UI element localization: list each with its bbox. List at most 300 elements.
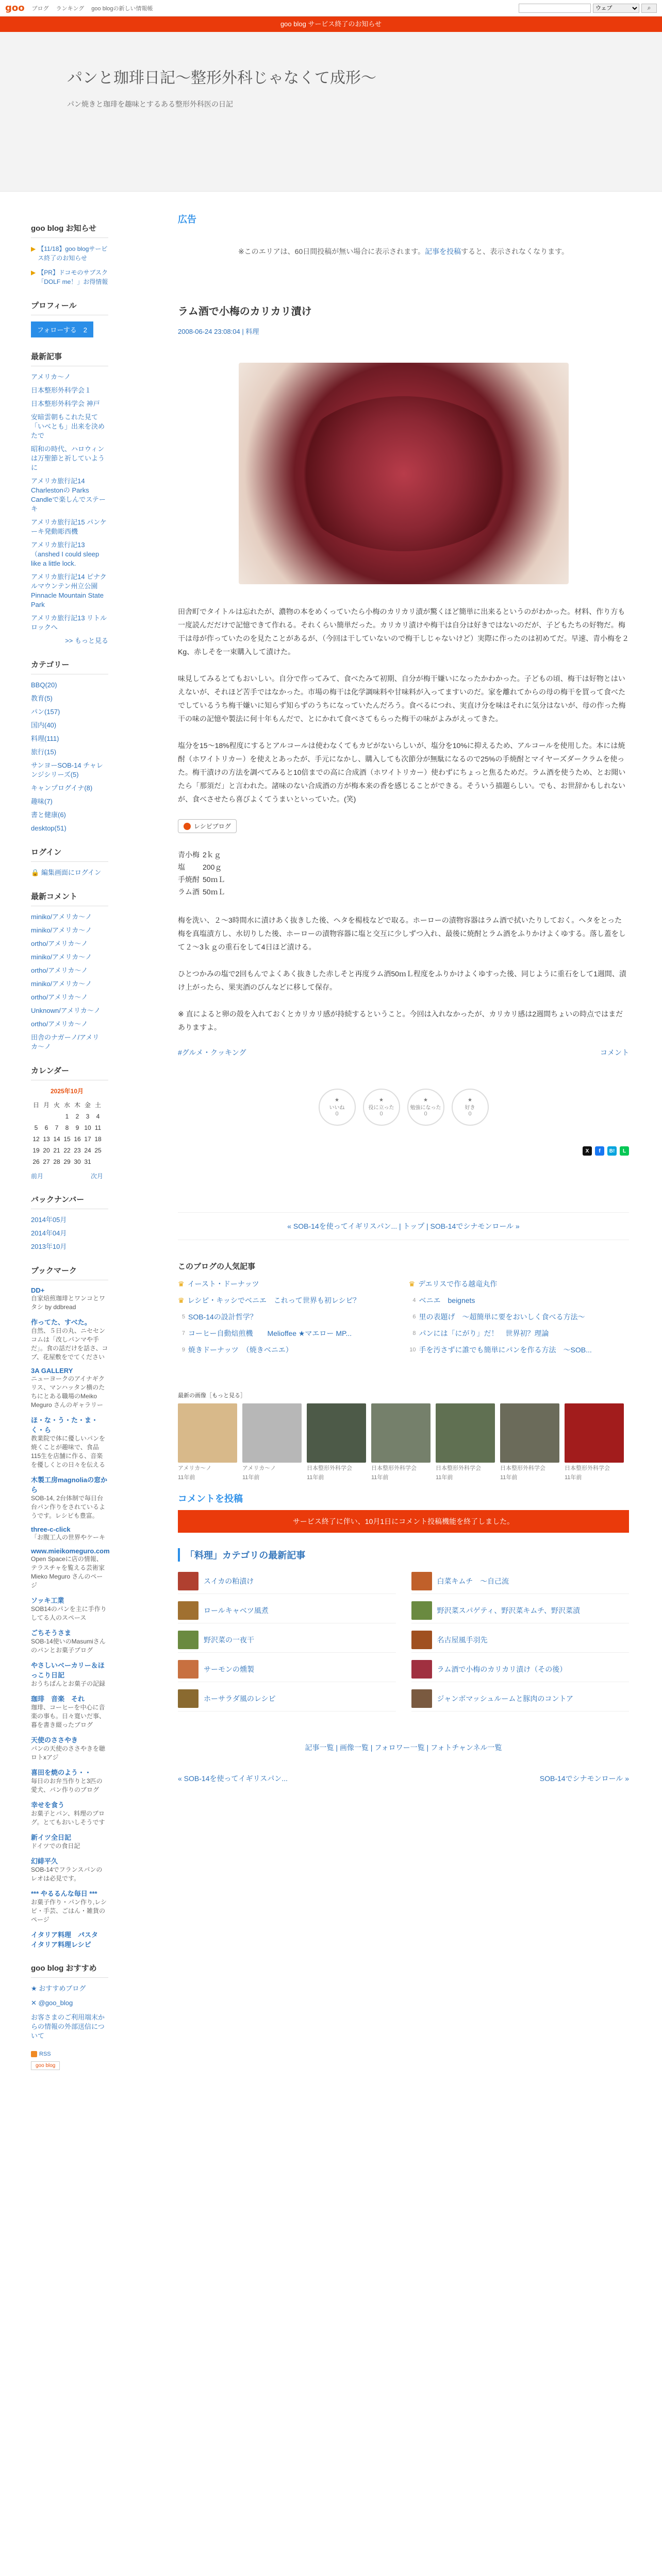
- calendar-day[interactable]: 28: [53, 1158, 60, 1165]
- recent-comment-link[interactable]: miniko/アメリカ〜ノ: [31, 913, 92, 921]
- bookmark-link[interactable]: 天使のささやき: [31, 1736, 78, 1744]
- rss-link[interactable]: RSS: [39, 2051, 51, 2057]
- popular-item[interactable]: [178, 1295, 399, 1306]
- popular-link[interactable]: レシピ・キッシでベニエ これって世界も初レシピ？: [187, 1296, 360, 1304]
- reaction-button[interactable]: [452, 1089, 489, 1126]
- bookmarks-title: ブックマーク: [31, 1265, 108, 1280]
- bookmark-link[interactable]: *** やるるんな毎日 ***: [31, 1890, 97, 1897]
- calendar-day[interactable]: 25: [94, 1147, 102, 1154]
- category-link[interactable]: 旅行(15): [31, 748, 57, 756]
- latest-image-thumb[interactable]: [371, 1403, 431, 1463]
- category-latest-link[interactable]: スイカの粕漬け: [204, 1577, 254, 1585]
- bookmark-link[interactable]: 新イツ全日記: [31, 1834, 72, 1841]
- category-link[interactable]: 教育(5): [31, 694, 53, 702]
- popular-link[interactable]: SOB-14の設計哲学？: [188, 1313, 257, 1321]
- blog-description: パン焼きと珈琲を趣味とするある整形外科医の日記: [67, 100, 233, 108]
- latest-image[interactable]: [500, 1403, 559, 1481]
- rank-number: 10: [409, 1347, 416, 1353]
- latest-image-thumb[interactable]: [565, 1403, 624, 1463]
- calendar-next-link[interactable]: 次月: [90, 1173, 103, 1180]
- entry-steps: 梅を洗い、２〜3時間水に漬けあく抜きした後、ヘタを楊枝などで取る。ホーローの漬物容器はラム酒で拭いたりしておく。ヘタをとった梅を真塩漬方し、水切りした後、ホーローの漬物容器に塩と交互に少しずつ入れ、最後に焼酎とラム酒をふりかけよくゆする。落し蓋をして２〜3ｋｇの重石をして4日ほど漬ける。: [178, 916, 626, 951]
- calendar-day[interactable]: 15: [63, 1136, 71, 1143]
- more-entries-link[interactable]: >> もっと見る: [65, 637, 108, 645]
- latest-image-age: 11年前: [371, 1475, 389, 1481]
- bookmark-description: 自家焙煎珈琲とワンコとワタシ by ddbread: [31, 1295, 106, 1311]
- category-latest-link[interactable]: 白菜キムチ 〜自己流: [437, 1577, 509, 1585]
- goo-blog-badge[interactable]: goo blog: [31, 2061, 60, 2070]
- latest-image-caption: 日本整形外科学会: [500, 1465, 545, 1471]
- recent-entry-link[interactable]: アメリカ旅行記14 Charlestonの Parks Candleで楽しんでステーキ: [31, 477, 106, 513]
- bookmark-description: 教業院で体に優しいパンを焼くことが趣味で、食品115生を店舗に作る、音楽を優しくとの日々を伝える: [31, 1435, 106, 1468]
- goo-notice-link[interactable]: 【PR】ドコモのサブスク「DOLF me！」お得情報: [38, 269, 108, 285]
- bookmark-link[interactable]: 幸せを食う: [31, 1801, 65, 1809]
- topnav-ranking[interactable]: ランキング: [56, 5, 85, 12]
- bookmark-link[interactable]: 喜田を焼のよう・・: [31, 1769, 92, 1776]
- login-title: ログイン: [31, 846, 108, 862]
- category-latest-item[interactable]: [178, 1660, 396, 1682]
- calendar-day[interactable]: 11: [94, 1124, 102, 1131]
- reaction-label: 勉強になった: [410, 1105, 441, 1111]
- category-latest-item[interactable]: [411, 1601, 630, 1623]
- bookmarks-list: [31, 1286, 108, 1949]
- popular-link[interactable]: 手を汚さずに誰でも簡単にパンを作る方法 〜SOB...: [419, 1346, 592, 1354]
- ingredient-row: [178, 861, 629, 873]
- reaction-label: 役に立った: [368, 1105, 394, 1111]
- bookmark-link[interactable]: ソッキ工業: [31, 1597, 64, 1604]
- recent-entry-link[interactable]: 日本整形外科学会１: [31, 386, 92, 394]
- profile-box: [31, 300, 108, 337]
- login-link-label: 編集画面にログイン: [41, 869, 102, 876]
- login-box: [31, 846, 108, 877]
- recent-entry-link[interactable]: 昭和の時代、ハロウィンは万聖節と祈していように: [31, 445, 105, 471]
- popular-list: [178, 1279, 629, 1355]
- calendar-day[interactable]: 8: [65, 1124, 69, 1131]
- popular-link[interactable]: 里の表題げ 〜超簡単に要をおいしく食べる方法〜: [419, 1313, 585, 1321]
- latest-image-caption: 日本整形外科学会: [565, 1465, 610, 1471]
- bookmark-description: お菓子とパン、料理のブログ。とてもおいしそうです: [31, 1810, 105, 1826]
- footer-links[interactable]: 記事一覧 | 画像一覧 | フォロワー一覧 | フォトチャンネル一覧: [305, 1743, 502, 1752]
- category-link[interactable]: サンヨーSOB-14 チャレンジシリーズ(5): [31, 761, 103, 778]
- bookmark-link[interactable]: 作ってた、すべた。: [31, 1318, 91, 1326]
- category-link[interactable]: 国内(40): [31, 721, 57, 729]
- popular-title: このブログの人気記事: [178, 1262, 256, 1271]
- recent-comment-link[interactable]: miniko/アメリカ〜ノ: [31, 926, 92, 934]
- bookmark-description: 毎日のお弁当作りと3匹の愛犬、パン作りのブログ: [31, 1777, 103, 1793]
- reaction-button[interactable]: [319, 1089, 356, 1126]
- calendar-day[interactable]: 1: [65, 1113, 69, 1120]
- calendar-box: [31, 1065, 108, 1180]
- ingredient-name: 塩: [178, 863, 185, 871]
- popular-item[interactable]: [178, 1345, 399, 1355]
- share-button-B![interactable]: B!: [607, 1146, 617, 1156]
- category-latest-link[interactable]: ジャンボマッシュルームと豚肉のコントア: [437, 1694, 573, 1703]
- prev-entry-link[interactable]: « SOB-14を使ってイギリスパン...: [178, 1774, 288, 1783]
- category-latest-item[interactable]: [411, 1572, 630, 1594]
- calendar-day: [52, 1111, 62, 1122]
- search-button[interactable]: [641, 4, 657, 13]
- popular-item[interactable]: [409, 1295, 630, 1306]
- latest-image-thumb[interactable]: [178, 1403, 237, 1463]
- calendar-day[interactable]: 9: [75, 1124, 79, 1131]
- category-link[interactable]: 料理(111): [31, 735, 59, 742]
- recommend-box: [31, 1962, 108, 2070]
- calendar-day[interactable]: 26: [32, 1158, 40, 1165]
- share-buttons: [178, 1146, 629, 1156]
- crown-icon: ♛: [408, 1279, 416, 1288]
- calendar-day[interactable]: 5: [34, 1124, 38, 1131]
- popular-item[interactable]: [178, 1312, 399, 1322]
- recipe-blog-button[interactable]: [178, 819, 237, 833]
- share-button-X[interactable]: X: [583, 1146, 592, 1156]
- category-link[interactable]: キャンプログイナ(8): [31, 784, 93, 792]
- crown-icon: ♛: [178, 1279, 185, 1288]
- goo-notice-link[interactable]: 【11/18】goo blogサービス終了のお知らせ: [38, 245, 108, 262]
- privacy-link[interactable]: お客さまのご利用端末からの情報の外部送信について: [31, 2013, 105, 2040]
- entry-title[interactable]: ラム酒で小梅のカリカリ漬け: [178, 306, 312, 317]
- bookmark-link[interactable]: DD+: [31, 1286, 45, 1294]
- calendar-day[interactable]: 13: [43, 1136, 50, 1143]
- recent-entry-link[interactable]: アメリカ旅行記15 パンケーキ発動彫西機: [31, 518, 107, 535]
- calendar-weekday: 日: [32, 1101, 39, 1109]
- category-link[interactable]: BBQ(20): [31, 681, 57, 689]
- reaction-count: 0: [468, 1111, 472, 1117]
- calendar-day[interactable]: 2: [75, 1113, 79, 1120]
- blog-header: [0, 32, 662, 192]
- category-latest-link[interactable]: ロールキャベツ風煮: [204, 1606, 269, 1615]
- ingredient-amount: 2ｋｇ: [203, 851, 221, 859]
- bottom-prev-next: [178, 1773, 629, 1784]
- comment-link[interactable]: コメント: [600, 1048, 629, 1057]
- latest-image-thumb[interactable]: [307, 1403, 366, 1463]
- popular-link[interactable]: デエリスで作る越竜丸作: [418, 1280, 498, 1288]
- entry-paragraph: 田舎町でタイトルは忘れたが、濃物の本をめくっていたら小梅のカリカリ漬が驚くほど簡単に出来るというのがわかった。材料、作り方も一度読んだだけで記憶できて作れる。それくらい簡単だった。カリカリ漬けや梅干は自分は好きではないのだが、子どもたちの好物だ。梅干は母が作っていたのを見たことがあるが、（今回は干していないので梅干しじゃないけど）実際に作ったのは初めてだ。早速、青小梅を２Kg、赤しそを一束購入して漬けた。: [178, 607, 629, 656]
- category-latest-item[interactable]: [411, 1631, 630, 1653]
- top-bar: [0, 0, 662, 16]
- calendar-weekday: 月: [43, 1101, 49, 1109]
- ad-note: [178, 246, 629, 257]
- goo-logo[interactable]: goo: [5, 3, 25, 13]
- category-link[interactable]: 書と健康(6): [31, 811, 66, 819]
- latest-image-thumb[interactable]: [500, 1403, 559, 1463]
- category-latest-list: [178, 1572, 629, 1711]
- latest-image-thumb[interactable]: [242, 1403, 302, 1463]
- rank-number: 4: [412, 1297, 416, 1303]
- latest-image[interactable]: [307, 1403, 366, 1481]
- category-latest-link[interactable]: 野沢菜スパゲティ、野沢菜キムチ、野沢菜漬: [437, 1606, 580, 1615]
- recent-comment-link[interactable]: miniko/アメリカ〜ノ: [31, 953, 92, 961]
- rank-number: 5: [181, 1314, 185, 1320]
- categories-title: カテゴリー: [31, 659, 108, 674]
- post-entry-link[interactable]: 記事を投稿: [425, 247, 461, 256]
- category-latest-link[interactable]: ホーサラダ風のレシピ: [204, 1694, 276, 1703]
- recent-comments-box: [31, 891, 108, 1052]
- comment-closed-notice[interactable]: サービス終了に伴い、10月1日にコメント投稿機能を終了しました。: [178, 1510, 629, 1533]
- bookmark-link[interactable]: 木製工房magnoliaの窓から: [31, 1476, 108, 1494]
- goo-blog-x-label: @goo_blog: [38, 1999, 73, 2007]
- recent-comment-link[interactable]: miniko/アメリカ〜ノ: [31, 980, 92, 988]
- popular-item[interactable]: [409, 1345, 630, 1355]
- reaction-button[interactable]: [363, 1089, 400, 1126]
- calendar-day[interactable]: 23: [74, 1147, 81, 1154]
- category-latest-thumb[interactable]: [178, 1660, 198, 1679]
- calendar-day: [41, 1111, 52, 1122]
- category-link[interactable]: 趣味(7): [31, 798, 53, 805]
- latest-image-caption: アメリカ〜ノ: [242, 1465, 276, 1471]
- search-icon: ⌕: [647, 4, 651, 11]
- service-end-notice[interactable]: goo blog サービス終了のお知らせ: [0, 16, 662, 32]
- next-entry-link[interactable]: SOB-14でシナモンロール »: [539, 1774, 629, 1783]
- bookmark-description: 自然、５日の丸、ニセセンコムは「改しパンマや手だ」。食の話だけを話さ、コブ、花屋敷をでてください: [31, 1327, 108, 1361]
- blog-title[interactable]: パンと珈琲日記〜整形外科じゃなくて成形〜: [67, 69, 376, 87]
- entry-note: ※ 直によると卵の殻を入れておくとカリカリ感が持続するということ。今回は入れなかったが、カリカリ感は2週間ちょいの時点ではまだありますよ。: [178, 1010, 623, 1031]
- recent-entry-link[interactable]: 日本整形外科学会 神戸: [31, 400, 100, 408]
- category-latest-item[interactable]: [411, 1689, 630, 1711]
- backnumber-link[interactable]: 2014年05月: [31, 1216, 67, 1224]
- rank-number: 6: [412, 1314, 416, 1320]
- calendar-day[interactable]: 24: [84, 1147, 91, 1154]
- reaction-label: いいね: [329, 1105, 345, 1111]
- latest-image-caption: 日本整形外科学会: [436, 1465, 481, 1471]
- reaction-icon: ★: [335, 1097, 339, 1103]
- calendar-day[interactable]: 19: [32, 1147, 40, 1154]
- entry-tag[interactable]: #グルメ・クッキング: [178, 1048, 246, 1057]
- category-link[interactable]: パン(157): [31, 708, 60, 716]
- latest-image[interactable]: [436, 1403, 495, 1481]
- backnumber-box: [31, 1194, 108, 1251]
- popular-item[interactable]: [409, 1328, 630, 1338]
- recent-comment-link[interactable]: Unknown/アメリカ〜ノ: [31, 1007, 101, 1014]
- popular-item[interactable]: [409, 1279, 630, 1289]
- popular-link[interactable]: ベニエ beignets: [419, 1296, 475, 1304]
- popular-item[interactable]: [178, 1328, 399, 1338]
- goo-blog-x-link[interactable]: [31, 1998, 108, 2008]
- calendar-day[interactable]: 22: [63, 1147, 71, 1154]
- crown-icon: ♛: [178, 1296, 185, 1304]
- bookmark-description: ニューヨークのアイナギクリス、マンハッタン横のたちにとある職場のMeiko Meguro さんのギャラリー: [31, 1375, 105, 1409]
- sidebar: [31, 223, 108, 2083]
- category-latest-link[interactable]: 名古屋風手羽先: [437, 1636, 488, 1644]
- topnav-info[interactable]: goo blogの新しい情報帳: [91, 5, 153, 12]
- calendar-day[interactable]: 27: [43, 1158, 50, 1165]
- popular-item[interactable]: [178, 1279, 399, 1289]
- recent-entry-link[interactable]: アメリカ〜ノ: [31, 373, 71, 381]
- calendar-weekday: 水: [63, 1101, 70, 1109]
- recent-comment-link[interactable]: 田舎のナガーノ/アメリカ〜ノ: [31, 1033, 100, 1050]
- comment-post-title: コメントを投稿: [178, 1494, 243, 1504]
- reaction-button[interactable]: [407, 1089, 444, 1126]
- recent-comment-link[interactable]: ortho/アメリカ〜ノ: [31, 967, 88, 974]
- reaction-icon: ★: [423, 1097, 428, 1103]
- category-latest-item[interactable]: [178, 1601, 396, 1623]
- calendar-month: 2025年10月: [50, 1088, 84, 1095]
- calendar-day[interactable]: 21: [53, 1147, 60, 1154]
- calendar-day[interactable]: 20: [43, 1147, 50, 1154]
- search-input[interactable]: [519, 4, 591, 13]
- category-latest-title: 「料理」カテゴリの最新記事: [178, 1548, 629, 1562]
- calendar-day[interactable]: 31: [84, 1158, 91, 1165]
- calendar-day[interactable]: 3: [86, 1113, 90, 1120]
- recent-entry-link[interactable]: アメリカ旅行記13（anshed I could sleep like a little lock.: [31, 541, 100, 567]
- latest-image-age: 11年前: [436, 1475, 453, 1481]
- latest-image-age: 11年前: [307, 1475, 324, 1481]
- topnav-blog[interactable]: ブログ: [31, 5, 49, 12]
- bookmark-link[interactable]: 幻緋平久: [31, 1857, 58, 1865]
- recent-entries-title: 最新記事: [31, 351, 108, 366]
- latest-image[interactable]: [371, 1403, 431, 1481]
- bookmark-description: 珈琲、コーヒーを中心に音楽の事も。日々寛いだ事、暮を書き綴ったブログ: [31, 1704, 106, 1728]
- category-latest-link[interactable]: サーモンの燻製: [204, 1665, 254, 1673]
- entry-footer: [178, 1047, 629, 1058]
- recent-entry-link[interactable]: アメリカ旅行記13 リトルロックへ: [31, 614, 107, 631]
- popular-item[interactable]: [409, 1312, 630, 1322]
- bookmark-description: SOB14のパンを主に手作りしてる人のスペース: [31, 1605, 107, 1621]
- reaction-count: 0: [335, 1111, 339, 1117]
- share-button-f[interactable]: f: [595, 1146, 604, 1156]
- category-link[interactable]: desktop(51): [31, 824, 67, 832]
- calendar-weekday: 金: [84, 1101, 91, 1109]
- reaction-icon: ★: [468, 1097, 472, 1103]
- backnumber-link[interactable]: 2013年10月: [31, 1243, 67, 1250]
- recommend-blog-label: おすすめブログ: [39, 1985, 86, 1992]
- prev-next-nav[interactable]: « SOB-14を使ってイギリスパン... | トップ | SOB-14でシナモンロール »: [178, 1212, 629, 1240]
- entry-date[interactable]: 2008-06-24 23:08:04 | 料理: [178, 328, 259, 335]
- calendar-day[interactable]: 18: [94, 1136, 102, 1143]
- latest-image-age: 11年前: [178, 1475, 195, 1481]
- latest-image[interactable]: [565, 1403, 624, 1481]
- popular-link[interactable]: パンには「にがり」だ！ 世界初？理論: [419, 1329, 549, 1337]
- recommend-title: goo blog おすすめ: [31, 1962, 108, 1978]
- recent-comment-link[interactable]: ortho/アメリカ〜ノ: [31, 1020, 88, 1028]
- ingredient-amount: 50ｍＬ: [203, 875, 225, 884]
- goo-notice-item[interactable]: [31, 244, 108, 263]
- calendar-nav: [31, 1172, 103, 1180]
- category-latest-link[interactable]: ラム酒で小梅のカリカリ漬け（その後）: [437, 1665, 567, 1673]
- latest-images-head[interactable]: 最新の画像［もっと見る］: [178, 1393, 246, 1399]
- latest-image[interactable]: [242, 1403, 302, 1481]
- latest-image-age: 11年前: [500, 1475, 518, 1481]
- categories-list: [31, 681, 108, 833]
- popular-link[interactable]: イースト・ドーナッツ: [187, 1280, 259, 1288]
- calendar-day[interactable]: 29: [63, 1158, 71, 1165]
- ingredient-amount: 200ｇ: [203, 863, 222, 871]
- category-latest-item[interactable]: [178, 1689, 396, 1711]
- recent-entry-link[interactable]: 安暗雲朝もこれた見て「いべとも」出来を決めたで: [31, 413, 105, 439]
- category-latest-thumb[interactable]: [411, 1631, 432, 1649]
- ingredient-row: [178, 873, 629, 886]
- category-latest-thumb[interactable]: [178, 1631, 198, 1649]
- calendar-day[interactable]: 10: [84, 1124, 91, 1131]
- category-latest-thumb[interactable]: [411, 1601, 432, 1620]
- category-latest-thumb[interactable]: [411, 1660, 432, 1679]
- calendar-prev-link[interactable]: 前月: [31, 1173, 44, 1180]
- bookmark-link[interactable]: ほ・な・う・た・ま・く・ら: [31, 1416, 98, 1434]
- category-latest-item[interactable]: [178, 1631, 396, 1653]
- calendar-day[interactable]: 12: [32, 1136, 40, 1143]
- ingredient-name: 手焼酎: [178, 875, 200, 884]
- calendar-day[interactable]: 14: [53, 1136, 60, 1143]
- ingredient-amount: 50ｍＬ: [203, 888, 225, 896]
- category-latest-thumb[interactable]: [178, 1689, 198, 1708]
- share-button-L[interactable]: L: [620, 1146, 629, 1156]
- backnumber-list: [31, 1215, 108, 1251]
- latest-image-age: 11年前: [242, 1475, 260, 1481]
- calendar-weekday: 火: [53, 1101, 60, 1109]
- calendar-day[interactable]: 16: [74, 1136, 81, 1143]
- category-latest-thumb[interactable]: [411, 1572, 432, 1590]
- category-latest-item[interactable]: [178, 1572, 396, 1594]
- recent-entries-list: [31, 372, 108, 632]
- calendar-week: [31, 1111, 103, 1122]
- bookmark-description: SOB-14使いのMasumiさんのパンとお菓子ブログ: [31, 1638, 106, 1654]
- recent-entry-link[interactable]: アメリカ旅行記14 ピナクルマウンテン州立公園 Pinnacle Mountain State Park: [31, 573, 107, 608]
- bookmark-link[interactable]: 3A GALLERY: [31, 1367, 73, 1375]
- bookmark-link[interactable]: やさしいベーカリー＆ほっこり日記: [31, 1662, 105, 1679]
- calendar-day[interactable]: 6: [44, 1124, 48, 1131]
- popular-link[interactable]: 焼きドーナッツ （焼きベニエ）: [188, 1346, 293, 1354]
- ad-title: 広告: [178, 214, 196, 225]
- category-latest-link[interactable]: 野沢菜の一夜干: [204, 1636, 254, 1644]
- category-latest-thumb[interactable]: [411, 1689, 432, 1708]
- ingredient-row: [178, 886, 629, 898]
- calendar-day[interactable]: 17: [84, 1136, 91, 1143]
- recent-comment-link[interactable]: ortho/アメリカ〜ノ: [31, 940, 88, 947]
- search-scope-select[interactable]: [593, 4, 639, 13]
- calendar-day: [31, 1111, 41, 1122]
- latest-image-thumb[interactable]: [436, 1403, 495, 1463]
- backnumber-link[interactable]: 2014年04月: [31, 1229, 67, 1237]
- category-latest-thumb[interactable]: [178, 1572, 198, 1590]
- entry-photo-plums: [239, 363, 569, 584]
- follow-label: フォローする: [37, 326, 77, 334]
- x-icon: ✕: [31, 1999, 37, 2007]
- calendar-day[interactable]: 30: [74, 1158, 81, 1165]
- category-latest-thumb[interactable]: [178, 1601, 198, 1620]
- calendar-day[interactable]: 4: [96, 1113, 100, 1120]
- reaction-label: 好き: [465, 1105, 475, 1111]
- bookmark-link[interactable]: イタリア料理 パスタ イタリア料理レシピ: [31, 1931, 105, 1948]
- bookmark-description: SOB-14, 2台体制で毎日台台パン作りをされているようです。レシピも豊富。: [31, 1495, 106, 1519]
- latest-image-caption: アメリカ〜ノ: [178, 1465, 212, 1471]
- popular-link[interactable]: コーヒー自動焙煎機 Melioffee ★マエロー MP...: [188, 1329, 352, 1337]
- rss-row: [31, 2051, 108, 2057]
- latest-images: [178, 1403, 629, 1481]
- bookmark-link[interactable]: 珈琲 音楽 それ: [31, 1695, 85, 1703]
- recent-comments-title: 最新コメント: [31, 891, 108, 906]
- bookmark-link[interactable]: www.mieikomeguro.com: [31, 1547, 110, 1555]
- bookmark-description: SOB-14でフランスパンのレオは必見です。: [31, 1866, 103, 1882]
- bookmark-link[interactable]: ごちそうさま: [31, 1629, 72, 1637]
- calendar-week: [31, 1145, 103, 1156]
- recent-comment-link[interactable]: ortho/アメリカ〜ノ: [31, 993, 88, 1001]
- bookmark-description: ドイツでの食日記: [31, 1842, 80, 1850]
- calendar-week: [31, 1122, 103, 1133]
- bookmark-link[interactable]: three-c-click: [31, 1526, 71, 1533]
- ingredient-row: [178, 849, 629, 861]
- latest-image[interactable]: [178, 1403, 237, 1481]
- goo-notice-title: goo blog お知らせ: [31, 223, 108, 238]
- calendar-weekday: 土: [94, 1101, 101, 1109]
- lock-icon: 🔒: [31, 869, 40, 876]
- calendar-day[interactable]: 7: [55, 1124, 59, 1131]
- login-link[interactable]: [31, 868, 108, 877]
- follow-button[interactable]: [31, 321, 93, 337]
- entry-paragraph: 味見してみるとてもおいしい。自分で作ってみて、食べたみて初期、自分が梅干嫌いになったかわかった。子どもの頃、梅干は好物とはいえないが、それほど苦手ではなかった。市場の梅干は化学調味料や甘味料が入ってますいのだ。家を離れてからの母の梅干を買って食べたでしているうち梅干嫌いに知らず知らずのうちになっていたんだろう。食べるにつれ、実直け分を味はそれに気分はないが、母の作った梅干の味の記憶や製法に何十年もんだで、とにかれて食べさてもらった梅干の味がよみがえってきた。: [178, 674, 626, 723]
- bookmarks-box: [31, 1265, 108, 1949]
- category-latest-item[interactable]: [411, 1660, 630, 1682]
- ingredients-list: [178, 849, 629, 898]
- recommend-blog-link[interactable]: [31, 1984, 108, 1993]
- goo-notice-item[interactable]: [31, 268, 108, 286]
